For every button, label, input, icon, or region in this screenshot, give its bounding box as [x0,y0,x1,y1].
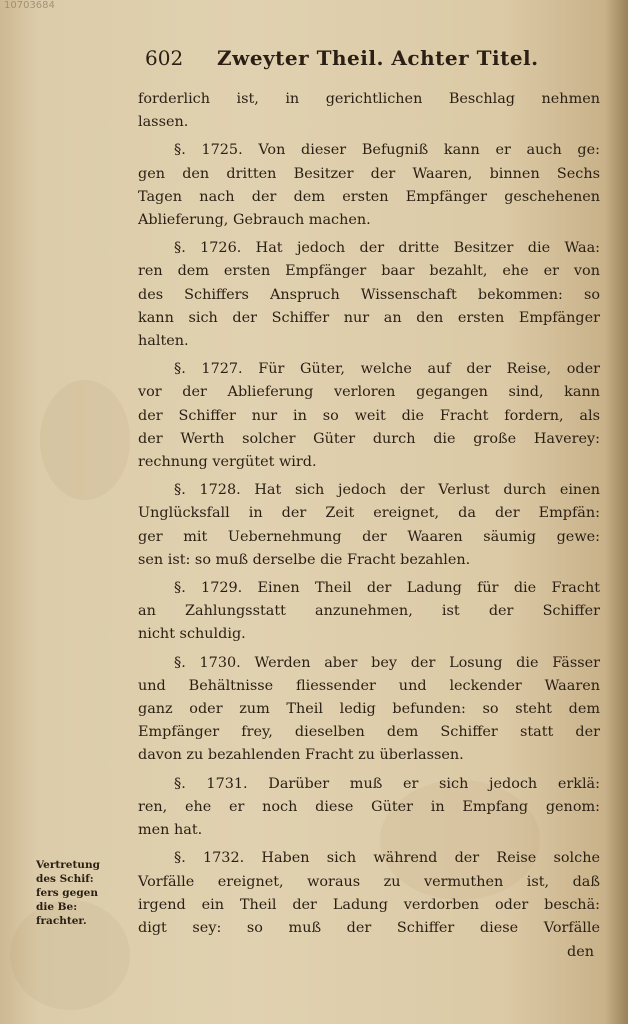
margin-note-line: fers gegen [36,887,98,899]
paragraph-1728 [138,479,600,572]
paragraph-1726 [138,237,600,353]
paragraph-1727 [138,358,600,474]
body-text [138,88,600,945]
text-line: nicht schuldig. [138,626,246,643]
margin-note-line: des Schif: [36,873,94,885]
text-line: ger mit Uebernehmung der Waaren säumig gewe: [138,528,600,545]
text-line: §. 1730. Werden aber bey der Losung die Fässer [174,654,600,671]
text-line: der Werth solcher Güter durch die große Haverey: [138,430,600,447]
paragraph-1732 [138,847,600,940]
text-line: der Schiffer nur in so weit die Fracht fordern, als [138,407,600,424]
text-line: §. 1727. Für Güter, welche auf der Reise, oder [174,361,600,378]
text-line: lassen. [138,114,189,131]
margin-note-line: frachter. [36,915,87,927]
text-line: §. 1726. Hat jedoch der dritte Besitzer die Waa: [174,240,600,257]
catchword: den [567,944,594,960]
text-line: davon zu bezahlenden Fracht zu überlassen. [138,747,464,764]
paragraph [138,88,600,134]
text-line: §. 1731. Darüber muß er sich jedoch erklä: [174,775,600,792]
text-line: kann sich der Schiffer nur an den ersten Empfänger [138,309,600,326]
text-line: Unglücksfall in der Zeit ereignet, da der Empfän: [138,505,600,522]
text-line: des Schiffers Anspruch Wissenschaft bekommen: so [138,286,600,303]
text-line: vor der Ablieferung verloren gegangen sind, kann [138,384,600,401]
text-line: sen ist: so muß derselbe die Fracht bezahlen. [138,551,471,568]
paragraph-1731 [138,773,600,843]
page-header [145,44,585,74]
text-line: irgend ein Theil der Ladung verdorben oder beschä: [138,896,600,913]
text-line: §. 1729. Einen Theil der Ladung für die Fracht [174,580,600,597]
paragraph-1730 [138,652,600,768]
text-line: Ablieferung, Gebrauch machen. [138,212,371,229]
text-line: men hat. [138,822,203,839]
page-edge-shadow [606,0,628,1024]
text-line: §. 1725. Von dieser Befugniß kann er auch ge: [174,142,600,159]
library-stamp: 10703684 [4,0,55,11]
page-number: 602 [145,46,184,70]
text-line: Tagen nach der dem ersten Empfänger geschehenen [138,188,600,205]
text-line: Vorfälle ereignet, woraus zu vermuthen ist, daß [138,873,600,890]
text-line: Empfänger frey, dieselben dem Schiffer statt der [138,724,600,741]
text-line: §. 1728. Hat sich jedoch der Verlust durch einen [174,482,600,499]
running-title: Zweyter Theil. Achter Titel. [217,46,539,70]
text-line: §. 1732. Haben sich während der Reise solche [174,850,600,867]
text-line: und Behältnisse fliessender und leckender Waaren [138,677,600,694]
text-line: digt sey: so muß der Schiffer diese Vorfälle [138,919,600,936]
text-line: halten. [138,333,189,350]
paragraph-1725 [138,139,600,232]
text-line: ren dem ersten Empfänger baar bezahlt, ehe er von [138,263,600,280]
text-line: forderlich ist, in gerichtlichen Beschlag nehmen [138,91,600,107]
text-line: an Zahlungsstatt anzunehmen, ist der Schiffer [138,603,600,620]
margin-note-line: Vertretung [36,859,100,871]
text-line: ganz oder zum Theil ledig befunden: so steht dem [138,701,600,718]
paragraph-1729 [138,577,600,647]
paper-stain [40,380,130,500]
text-line: ren, ehe er noch diese Güter in Empfang genom: [138,798,600,815]
text-line: rechnung vergütet wird. [138,454,317,471]
margin-note-line: die Be: [36,901,78,913]
text-line: gen den dritten Besitzer der Waaren, binnen Sechs [138,165,600,182]
margin-note [36,858,120,928]
